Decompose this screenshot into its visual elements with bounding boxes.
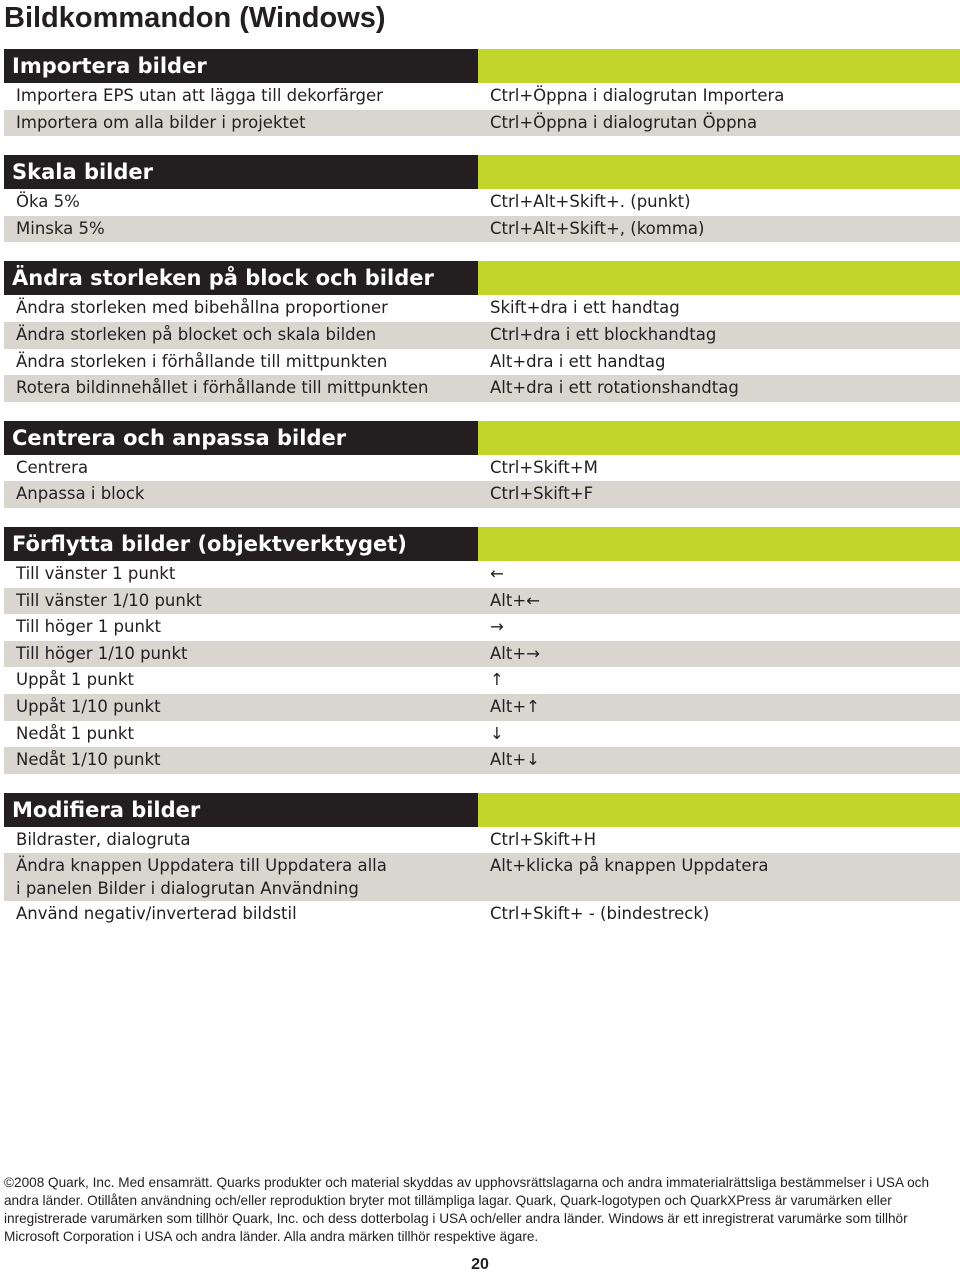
section-title: Förflytta bilder (objektverktyget) <box>4 527 478 561</box>
section-header <box>4 261 960 295</box>
command-shortcut: Alt+↑ <box>490 696 540 716</box>
command-shortcut: Ctrl+dra i ett blockhandtag <box>490 324 717 344</box>
table-row <box>4 747 960 774</box>
command-label: Uppåt 1/10 punkt <box>16 696 161 716</box>
command-label: Importera EPS utan att lägga till dekorfärger <box>16 86 383 105</box>
section-accent-bar <box>478 155 960 189</box>
section-title: Modifiera bilder <box>4 793 478 827</box>
table-row <box>4 561 960 588</box>
table-row <box>4 614 960 641</box>
command-label: Rotera bildinnehållet i förhållande till mittpunkten <box>16 378 429 398</box>
table-row <box>4 588 960 615</box>
command-shortcut: Ctrl+Skift+M <box>490 457 598 477</box>
table-row <box>4 83 960 110</box>
table-row <box>4 694 960 721</box>
command-shortcut: Alt+→ <box>490 643 540 663</box>
section-header <box>4 155 960 189</box>
table-row <box>4 481 960 508</box>
command-shortcut: ← <box>490 563 504 583</box>
table-row <box>4 110 960 137</box>
section-title: Centrera och anpassa bilder <box>4 421 478 455</box>
command-shortcut: Alt+↓ <box>490 750 540 770</box>
command-shortcut: Skift+dra i ett handtag <box>490 298 680 318</box>
section-move-images <box>4 527 960 774</box>
command-label: Minska 5% <box>16 218 105 238</box>
table-row <box>4 901 960 928</box>
table-row <box>4 827 960 854</box>
command-label: Bildraster, dialogruta <box>16 829 191 849</box>
section-title: Skala bilder <box>4 155 478 189</box>
section-scale-images <box>4 155 960 242</box>
shortcut-sections <box>4 49 960 947</box>
section-center-fit-images <box>4 421 960 508</box>
command-shortcut: Alt+dra i ett handtag <box>490 351 666 371</box>
section-accent-bar <box>478 261 960 295</box>
section-accent-bar <box>478 527 960 561</box>
command-label: Centrera <box>16 457 89 477</box>
table-row <box>4 216 960 243</box>
command-label: Ändra storleken med bibehållna proportioner <box>16 298 388 318</box>
section-accent-bar <box>478 421 960 455</box>
section-accent-bar <box>478 793 960 827</box>
command-shortcut: Alt+klicka på knappen Uppdatera <box>490 856 769 876</box>
command-label: Till höger 1 punkt <box>16 617 161 637</box>
table-row <box>4 667 960 694</box>
command-shortcut: ↓ <box>490 723 504 743</box>
table-row <box>4 295 960 322</box>
command-shortcut: Ctrl+Alt+Skift+, (komma) <box>490 218 705 238</box>
command-label: Ändra storleken på blocket och skala bilden <box>16 324 377 344</box>
command-label: Ändra storleken i förhållande till mittpunkten <box>16 351 388 371</box>
command-shortcut: Ctrl+Skift+H <box>490 829 597 849</box>
command-label: Till vänster 1 punkt <box>16 563 176 583</box>
command-label: Importera om alla bilder i projektet <box>16 112 306 132</box>
command-label: Ändra knappen Uppdatera till Uppdatera alla i panelen Bilder i dialogrutan Användning <box>16 856 387 899</box>
command-shortcut: → <box>490 617 504 637</box>
command-shortcut: Alt+← <box>490 590 540 610</box>
table-row <box>4 721 960 748</box>
table-row <box>4 641 960 668</box>
command-shortcut: ↑ <box>490 670 504 690</box>
command-label: Uppåt 1 punkt <box>16 670 135 690</box>
section-modify-images <box>4 793 960 928</box>
copyright-footer: ©2008 Quark, Inc. Med ensamrätt. Quarks produkter och material skyddas av upphovsrättslagarna och andra immaterialrättsliga bestämmelser i USA och andra länder. Otillåten användning och/eller reproduktion bryter mot tillämpliga lagar. Quark, Quark-logotypen och QuarkXPress är varumärken eller inregistrerade varumärken som tillhör Quark, Inc. och dess dotterbolag i USA och/eller andra länder. Windows är ett inregistrerat varumärke som tillhör Microsoft Corporation i USA och andra länder. Alla andra märken tillhör respektive ägare. <box>4 1175 929 1244</box>
section-header <box>4 527 960 561</box>
section-resize-boxes-images <box>4 261 960 401</box>
table-row <box>4 322 960 349</box>
section-accent-bar <box>478 49 960 83</box>
section-import-images <box>4 49 960 136</box>
command-shortcut: Ctrl+Skift+ - (bindestreck) <box>490 904 710 924</box>
command-shortcut: Ctrl+Öppna i dialogrutan Öppna <box>490 112 758 132</box>
section-header <box>4 421 960 455</box>
section-header <box>4 793 960 827</box>
command-label: Nedåt 1/10 punkt <box>16 750 161 770</box>
page-title: Bildkommandon (Windows) <box>4 2 386 34</box>
command-label: Nedåt 1 punkt <box>16 723 134 743</box>
table-row <box>4 375 960 402</box>
section-header <box>4 49 960 83</box>
command-label: Till vänster 1/10 punkt <box>16 590 202 610</box>
command-label: Anpassa i block <box>16 484 145 504</box>
section-title: Importera bilder <box>4 49 478 83</box>
section-title: Ändra storleken på block och bilder <box>4 261 478 295</box>
command-shortcut: Ctrl+Skift+F <box>490 484 594 504</box>
command-label: Öka 5% <box>16 192 80 212</box>
command-label: Använd negativ/inverterad bildstil <box>16 904 297 924</box>
command-label: Till höger 1/10 punkt <box>16 643 188 663</box>
table-row <box>4 455 960 482</box>
table-row <box>4 853 960 901</box>
page-number: 20 <box>471 1256 489 1273</box>
command-shortcut: Ctrl+Alt+Skift+. (punkt) <box>490 192 691 212</box>
command-shortcut: Alt+dra i ett rotationshandtag <box>490 378 739 398</box>
command-shortcut: Ctrl+Öppna i dialogrutan Importera <box>490 86 785 105</box>
table-row <box>4 349 960 376</box>
table-row <box>4 189 960 216</box>
